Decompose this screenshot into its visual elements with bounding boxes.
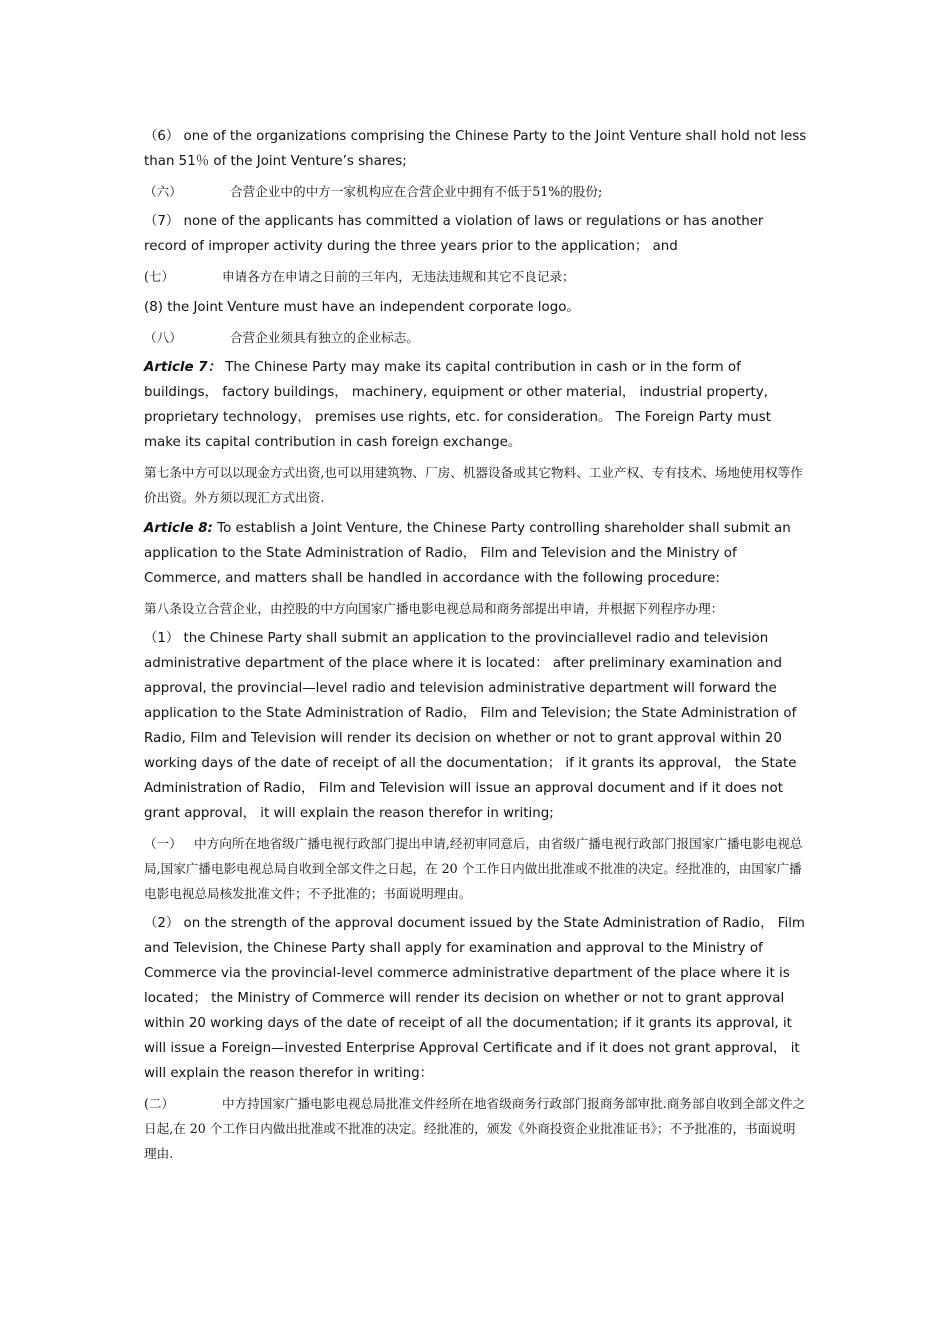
procedure-2-chinese [144,1091,808,1166]
procedure-1-english: （1） the Chinese Party shall submit an application to the provinciallevel radio and television administrative department of the place where it is located： after preliminary examination and approval, the provincial—level radio and television administrative department will forward the application to the State Administration of Radio， Film and Television; the State Administration of Radio, Film and Television will render its decision on whether or not to grant approval within 20 working days of the date of receipt of all the documentation； if it grants its approval， the State Administration of Radio， Film and Television will issue an approval document and if it does not grant approval， it will explain the reason therefor in writing; [144,631,797,821]
clause-8-chinese-number: （八） [144,330,182,345]
clause-7-chinese-number: (七） [144,269,175,284]
article-7-chinese: 第七条中方可以以现金方式出资,也可以用建筑物、厂房、机器设备或其它物料、工业产权、专有技术、场地使用权等作价出资。外方须以现汇方式出资. [144,465,803,505]
procedure-2-chinese-text: 中方持国家广播电影电视总局批准文件经所在地省级商务行政部门报商务部审批.商务部自收到全部文件之日起,在 20 个工作日内做出批准或不批准的决定。经批准的，颁发《外商投资企业批准证书》；不予批准的，书面说明理由. [144,1096,806,1161]
clause-8-chinese [144,325,808,350]
article-7-english-text: The Chinese Party may make its capital contribution in cash or in the form of buildings， factory buildings， machinery, equipment or other material， industrial property, proprietary technology， premises use rights, etc. for consideration。 The Foreign Party must make its capital contribution in cash foreign exchange。 [144,360,771,450]
clause-7-english: （7） none of the applicants has committed a violation of laws or regulations or has another record of improper activity during the three years prior to the application； and [144,214,764,254]
procedure-2-chinese-number: (二） [144,1096,175,1111]
clause-8-english: (8) the Joint Venture must have an independent corporate logo。 [144,300,580,315]
article-8-label: Article 8: [144,521,213,536]
article-8-english-text: To establish a Joint Venture, the Chinese Party controlling shareholder shall submit an application to the State Administration of Radio， Film and Television and the Ministry of Commerce, and matters shall be handled in accordance with the following procedure: [144,521,791,586]
article-7-english [144,355,808,455]
clause-6-chinese [144,179,808,204]
clause-6-english: （6） one of the organizations comprising the Chinese Party to the Joint Venture shall hold not less than 51％ of the Joint Venture’s shares; [144,129,807,169]
article-7-label: Article 7： [144,360,221,375]
clause-7-chinese [144,264,808,289]
clause-6-chinese-number: （六） [144,184,182,199]
procedure-1-chinese-number: （一） [144,836,182,851]
procedure-2-english: （2） on the strength of the approval document issued by the State Administration of Radio， Film and Television, the Chinese Party shall apply for examination and approval to the Ministry of Commerce via the provincial-level commerce administrative department of the place where it is located； the Ministry of Commerce will render its decision on whether or not to grant approval within 20 working days of the date of receipt of all the documentation; if it grants its approval, it will issue a Foreign—invested Enterprise Approval Certificate and if it does not grant approval， it will explain the reason therefor in writing： [144,916,805,1081]
clause-6-chinese-text: 合营企业中的中方一家机构应在合营企业中拥有不低于51%的股份; [230,184,603,199]
clause-7-chinese-text: 申请各方在申请之日前的三年内，无违法违规和其它不良记录； [222,269,575,284]
procedure-1-chinese-text: 中方向所在地省级广播电视行政部门提出申请,经初审同意后，由省级广播电视行政部门报国家广播电影电视总局,国家广播电影电视总局自收到全部文件之日起，在 20 个工作日内做出批准或不批准的决定。经批准的，由国家广播电影电视总局核发批准文件；不予批准的；书面说明理由。 [144,836,803,901]
article-8-english [144,516,808,591]
clause-8-chinese-text: 合营企业须具有独立的企业标志。 [230,330,419,345]
article-8-chinese: 第八条设立合营企业，由控股的中方向国家广播电影电视总局和商务部提出申请，并根据下列程序办理： [144,601,724,616]
procedure-1-chinese [144,831,808,906]
